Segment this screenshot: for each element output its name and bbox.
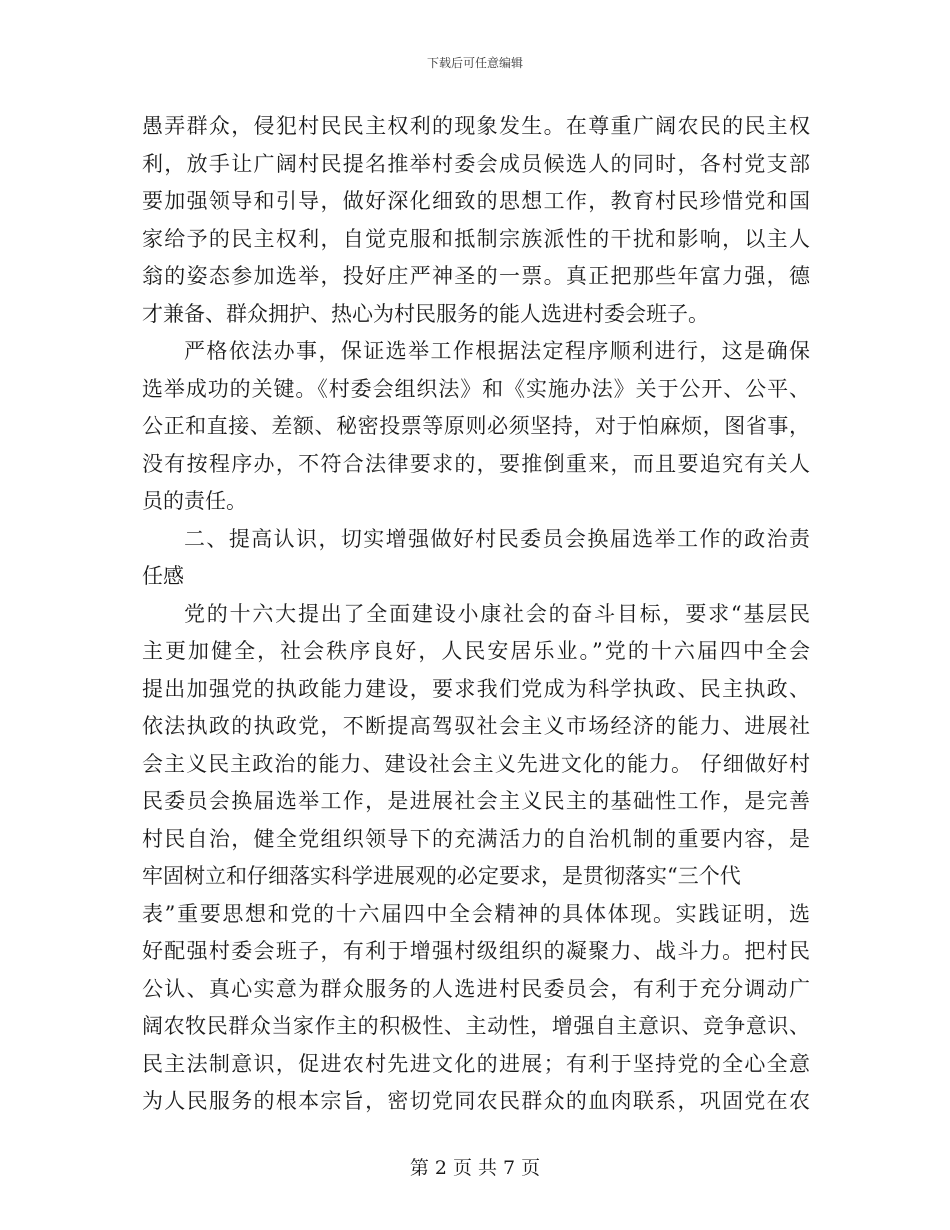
text-line: 翁的姿态参加选举，投好庄严神圣的一票。真正把那些年富力强，德 <box>142 264 810 288</box>
text-line: 才兼备、群众拥护、热心为村民服务的能人选进村委会班子。 <box>142 301 709 326</box>
text-line: 严格依法办事，保证选举工作根据法定程序顺利进行，这是确保 <box>184 339 810 363</box>
text-line: 表”重要思想和党的十六届四中全会精神的具体体现。实践证明，选 <box>142 901 810 926</box>
text-line: 党的十六大提出了全面建设小康社会的奋斗目标，要求“基层民 <box>184 601 810 626</box>
text-line: 员的责任。 <box>142 489 247 513</box>
text-line: 公认、真心实意为群众服务的人选进村民委员会，有利于充分调动广 <box>142 976 810 1001</box>
text-line: 依法执政的执政党，不断提高驾驭社会主义市场经济的能力、进展社 <box>142 714 810 738</box>
text-line: 利，放手让广阔村民提名推举村委会成员候选人的同时，各村党支部 <box>142 151 810 176</box>
text-line: 民主法制意识，促进农村先进文化的进展；有利于坚持党的全心全意 <box>142 1051 810 1076</box>
page-header-note: 下载后可任意编辑 <box>426 56 523 70</box>
text-line: 好配强村委会班子，有利于增强村级组织的凝聚力、战斗力。把村民 <box>142 939 810 963</box>
text-line: 民委员会换届选举工作，是进展社会主义民主的基础性工作，是完善 <box>142 789 810 813</box>
text-line: 愚弄群众，侵犯村民民主权利的现象发生。在尊重广阔农民的民主权 <box>142 114 810 138</box>
section-heading-line: 二、提高认识，切实增强做好村民委员会换届选举工作的政治责 <box>184 526 810 551</box>
text-line: 主更加健全，社会秩序良好，人民安居乐业。”党的十六届四中全会 <box>142 639 810 663</box>
page-number-footer: 第 2 页 共 7 页 <box>409 1157 541 1179</box>
text-line: 要加强领导和引导，做好深化细致的思想工作，教育村民珍惜党和国 <box>142 189 810 213</box>
section-heading-line: 任感 <box>142 564 184 588</box>
text-line: 阔农牧民群众当家作主的积极性、主动性，增强自主意识、竞争意识、 <box>142 1014 810 1038</box>
text-line: 提出加强党的执政能力建设，要求我们党成为科学执政、民主执政、 <box>142 676 810 701</box>
text-line: 牢固树立和仔细落实科学进展观的必定要求，是贯彻落实“三个代 <box>142 864 741 888</box>
text-line: 选举成功的关键。《村委会组织法》和《实施办法》关于公开、公平、 <box>142 376 810 401</box>
text-line: 村民自治，健全党组织领导下的充满活力的自治机制的重要内容，是 <box>142 826 810 851</box>
text-line: 没有按程序办，不符合法律要求的，要推倒重来，而且要追究有关人 <box>142 451 810 476</box>
text-line: 公正和直接、差额、秘密投票等原则必须坚持，对于怕麻烦，图省事， <box>142 414 810 438</box>
document-body <box>142 108 810 1121</box>
text-line: 为人民服务的根本宗旨，密切党同农民群众的血肉联系，巩固党在农 <box>142 1089 810 1113</box>
text-line: 家给予的民主权利，自觉克服和抵制宗族派性的干扰和影响，以主人 <box>142 226 810 251</box>
text-line: 会主义民主政治的能力、建设社会主义先进文化的能力。 仔细做好村 <box>142 751 810 776</box>
